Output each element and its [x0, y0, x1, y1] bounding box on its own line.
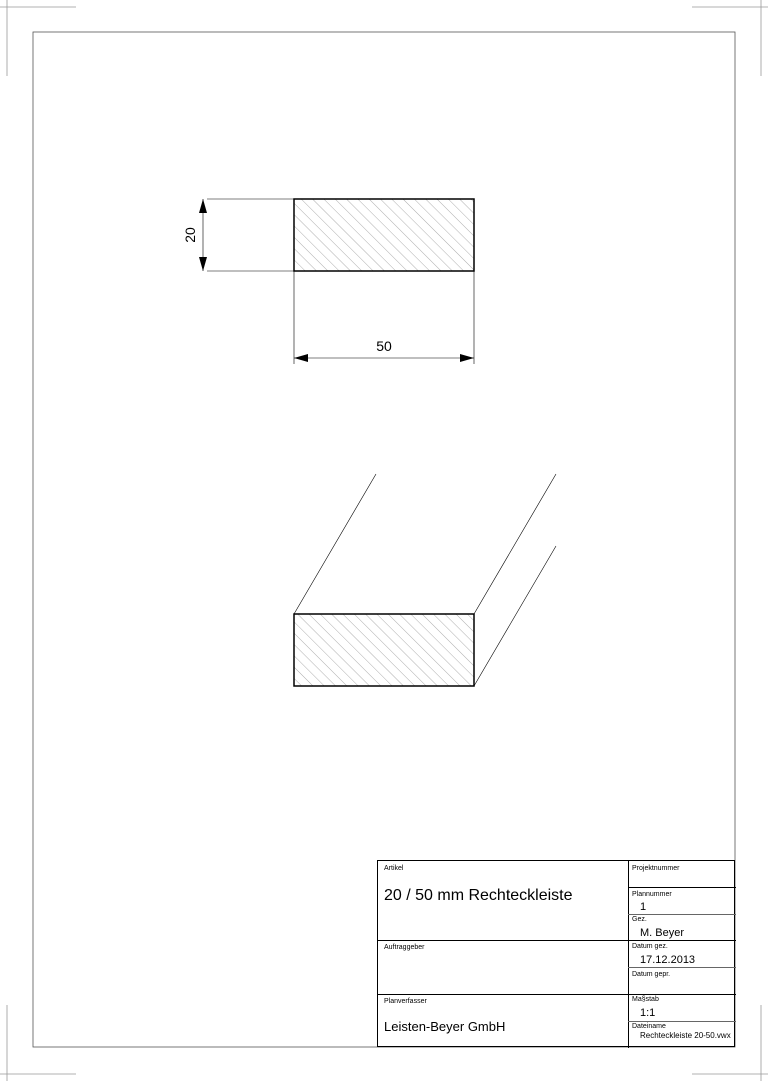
column-separator	[628, 861, 629, 1048]
height-dimension	[203, 199, 294, 271]
gez-label: Gez.	[632, 916, 647, 923]
isometric-view	[294, 474, 556, 686]
massstab-value: 1:1	[640, 1007, 656, 1019]
auftraggeber-label: Auftraggeber	[384, 944, 425, 951]
divider-plannummer	[628, 914, 736, 915]
divider-auftraggeber	[378, 994, 628, 995]
width-arrow-right	[460, 354, 474, 362]
plannummer-value: 1	[640, 901, 647, 913]
planverfasser-label: Planverfasser	[384, 998, 427, 1005]
divider-gez	[628, 940, 736, 941]
width-arrow-left	[294, 354, 308, 362]
isometric-section	[294, 614, 474, 686]
datum-gepr-label: Datum gepr.	[632, 971, 671, 978]
datum-gez-label: Datum gez.	[632, 943, 668, 950]
divider-massstab	[628, 1021, 736, 1022]
datum-gez-value: 17.12.2013	[640, 954, 696, 966]
title-block	[377, 860, 735, 1047]
projektnummer-label: Projektnummer	[632, 865, 680, 872]
artikel-value: 20 / 50 mm Rechteckleiste	[384, 887, 573, 904]
massstab-label: Ma§stab	[632, 996, 659, 1003]
divider-datum-gez	[628, 967, 736, 968]
dateiname-label: Dateiname	[632, 1023, 666, 1030]
divider-projektnummer	[628, 887, 736, 888]
planverfasser-value: Leisten-Beyer GmbH	[384, 1019, 506, 1034]
height-dimension-label: 20	[182, 227, 198, 243]
height-arrow-top	[199, 199, 207, 213]
divider-artikel	[378, 940, 628, 941]
width-dimension-label: 50	[376, 338, 392, 354]
artikel-label: Artikel	[384, 865, 404, 872]
divider-datum-gepr	[628, 994, 736, 995]
dateiname-value: Rechteckleiste 20-50.vwx	[640, 1031, 731, 1040]
gez-value: M. Beyer	[640, 927, 685, 939]
plannummer-label: Plannummer	[632, 891, 672, 898]
front-view-section	[294, 199, 474, 271]
height-arrow-bottom	[199, 257, 207, 271]
